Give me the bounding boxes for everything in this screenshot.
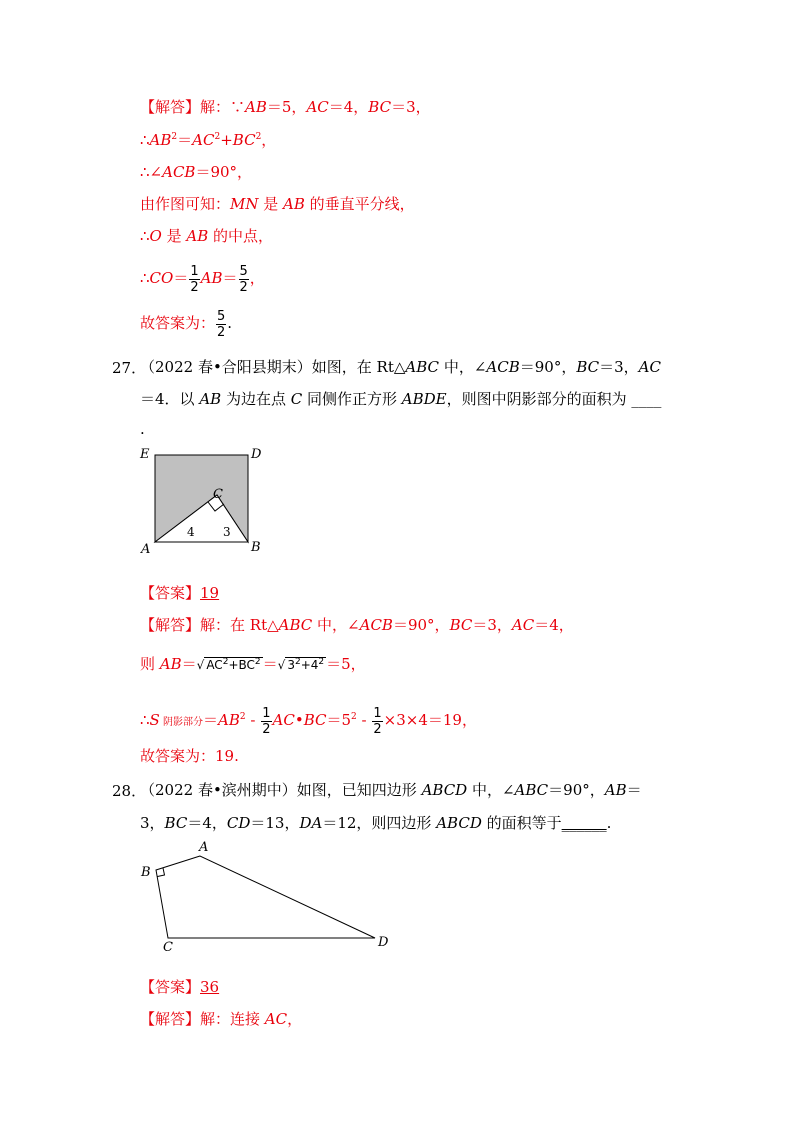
var: ABC: [514, 781, 549, 799]
label-b: B: [251, 540, 261, 555]
text: 为边在点: [221, 390, 291, 408]
text: ＝13，: [250, 814, 300, 832]
q28-solution-line-1: [140, 1009, 302, 1029]
text: 是: [258, 195, 284, 213]
numerator: 1: [262, 705, 271, 721]
label-e: E: [140, 447, 150, 462]
exp: 2: [171, 132, 178, 142]
var: AB: [218, 711, 240, 729]
q27-text-line-3: .: [140, 420, 145, 438]
text: +4: [300, 658, 319, 672]
var: CO: [149, 269, 174, 287]
var: AB: [149, 131, 172, 149]
text: （2022 春•合阳县期末）如图，在 Rt△: [140, 358, 406, 376]
q27-solution-line-3: [140, 703, 477, 740]
numerator: 1: [190, 263, 199, 279]
exp: 2: [239, 712, 246, 722]
question-number-27: 27．: [112, 359, 147, 377]
text: ＝4，: [534, 616, 574, 634]
text: ＝3，: [391, 98, 431, 116]
text: ，则图中阴影部分的面积为 ____: [446, 390, 662, 408]
numerator: 5: [239, 263, 248, 279]
exp: 2: [318, 657, 325, 667]
var: ACB: [162, 163, 196, 181]
var: ABC: [278, 616, 313, 634]
text: 是: [161, 227, 187, 245]
var: AC: [272, 711, 295, 729]
label-b: B: [141, 865, 151, 880]
subscript: 阴影部分: [159, 717, 204, 728]
solution-line-3: [140, 162, 252, 182]
text: ＝12，则四边形: [322, 814, 437, 832]
text: 同侧作正方形: [302, 390, 402, 408]
label-c: C: [163, 940, 173, 953]
solution-line-7: [140, 307, 232, 340]
text: ∴: [140, 131, 150, 149]
q28-figure: [135, 838, 395, 953]
var: ABCD: [421, 781, 468, 799]
numerator: 1: [373, 705, 382, 721]
var: AB: [245, 98, 267, 116]
solution-tag: 【解答】: [140, 1010, 201, 1028]
denominator: 2: [262, 721, 271, 737]
var: AC: [511, 616, 535, 634]
text: ，: [249, 269, 265, 287]
text: 3: [287, 658, 295, 672]
label-a: A: [199, 840, 209, 855]
text: ＝5，: [326, 655, 366, 673]
text: ＝5，: [266, 98, 307, 116]
text: ＝: [626, 781, 642, 799]
var: BC: [303, 711, 327, 729]
var: C: [290, 390, 303, 408]
denominator: 2: [239, 279, 248, 295]
text: ＝3，: [599, 358, 639, 376]
numerator: 5: [217, 308, 226, 324]
text: +: [220, 131, 233, 149]
text: ∴: [140, 269, 150, 287]
var: ACB: [486, 358, 520, 376]
var: AC: [306, 98, 329, 116]
text: +BC: [228, 658, 255, 672]
var: BC: [232, 131, 256, 149]
var: AC: [264, 1010, 288, 1028]
var: S: [149, 711, 160, 729]
q27-figure: [135, 442, 270, 557]
text: ＝4，: [187, 814, 227, 832]
var: ACB: [359, 616, 393, 634]
solution-tag: 【解答】: [140, 616, 201, 634]
text: 的垂直平分线，: [304, 195, 415, 213]
var: DA: [299, 814, 323, 832]
text: ＝90°，: [548, 781, 605, 799]
exp: 2: [294, 657, 301, 667]
exp: 2: [351, 712, 357, 722]
var: CD: [226, 814, 251, 832]
text: 3，: [140, 814, 165, 832]
text: 解：在 Rt△: [200, 616, 279, 634]
var: AC: [638, 358, 661, 376]
text: 故答案为：: [140, 314, 216, 332]
label-d: D: [378, 935, 389, 950]
text: 解：∵: [200, 98, 246, 116]
var: AB: [186, 227, 209, 245]
sqrt-expression: √ $3^2+4^2$: [277, 657, 325, 672]
text: 则: [140, 655, 160, 673]
var: ABDE: [401, 390, 447, 408]
text: ＝90°，: [392, 616, 450, 634]
text: ＝4．以: [140, 390, 200, 408]
text: •: [294, 711, 304, 729]
denominator: 2: [190, 279, 199, 295]
text: ∴: [140, 711, 150, 729]
text: ，: [261, 131, 277, 149]
text: ＝4，: [328, 98, 369, 116]
text: ＝: [173, 269, 189, 287]
var: ABC: [405, 358, 440, 376]
fraction: [372, 706, 382, 737]
exp: 2: [222, 657, 229, 667]
label-d: D: [251, 447, 262, 462]
exp: 2: [254, 657, 261, 667]
solution-line-4: [140, 194, 415, 214]
text: 中，∠: [439, 358, 487, 376]
text: -: [356, 711, 372, 729]
text: 的面积等于: [481, 814, 562, 832]
label-c: C: [213, 487, 223, 502]
exp: 2: [214, 132, 221, 142]
fraction: [189, 264, 199, 295]
answer-value: 19: [200, 584, 220, 602]
text: .: [606, 814, 612, 832]
text: ＝90°，: [519, 358, 577, 376]
denominator: 2: [217, 324, 226, 340]
var: AC: [192, 131, 215, 149]
solution-line-6: [140, 262, 265, 295]
period: .: [227, 314, 233, 332]
q27-solution-line-2: [140, 654, 366, 675]
question-number-28: 28．: [112, 782, 147, 800]
side-length-3: 3: [223, 525, 231, 539]
label-a: A: [141, 542, 151, 557]
text: ＝: [203, 711, 219, 729]
text: ＝3，: [472, 616, 512, 634]
text: 解：连接: [200, 1010, 265, 1028]
q28-text-line-1: [140, 780, 642, 800]
solution-tag: 【解答】: [140, 98, 201, 116]
q27-text-line-2: [140, 389, 661, 409]
fraction: [239, 264, 249, 295]
text: ＝: [177, 131, 193, 149]
quadrilateral-abcd: [156, 856, 375, 938]
fraction: [261, 706, 271, 737]
answer-value: 36: [200, 978, 220, 996]
var: BC: [576, 358, 600, 376]
text: AC: [206, 658, 223, 672]
var: O: [149, 227, 162, 245]
text: ＝: [262, 655, 278, 673]
solution-line-2: [140, 130, 276, 150]
var: BC: [368, 98, 392, 116]
text: 由作图可知：: [140, 195, 231, 213]
text: 中，∠: [312, 616, 360, 634]
blank: ______: [561, 814, 607, 832]
q27-answer: [140, 583, 219, 603]
solution-line-1: [140, 97, 431, 117]
var: ABCD: [436, 814, 482, 832]
text: 的中点，: [208, 227, 274, 245]
exp: 2: [255, 132, 262, 142]
q28-answer: [140, 977, 219, 997]
var: AB: [159, 655, 182, 673]
text: ∴: [140, 227, 150, 245]
var: AB: [200, 269, 223, 287]
q27-solution-line-1: [140, 615, 574, 635]
answer-tag: 【答案】: [140, 978, 201, 996]
text: ＝5: [326, 711, 352, 729]
var: AB: [199, 390, 222, 408]
answer-tag: 【答案】: [140, 584, 201, 602]
solution-line-5: [140, 226, 273, 246]
side-length-4: 4: [187, 525, 195, 539]
text: ，: [287, 1010, 303, 1028]
fraction: [216, 309, 226, 340]
q28-text-line-2: [140, 813, 611, 833]
denominator: 2: [373, 721, 382, 737]
text: ＝: [222, 269, 238, 287]
q27-solution-line-4: 故答案为：19.: [140, 747, 239, 765]
sqrt-expression: √ $AC^2+BC^2$: [196, 657, 261, 672]
var: MN: [230, 195, 259, 213]
q27-text-line-1: [140, 357, 661, 377]
var: AB: [283, 195, 305, 213]
var: BC: [164, 814, 188, 832]
text: （2022 春•滨州期中）如图，已知四边形: [140, 781, 422, 799]
text: ∴∠: [140, 163, 163, 181]
var: BC: [449, 616, 473, 634]
text: ＝90°，: [195, 163, 253, 181]
var: AB: [604, 781, 627, 799]
text: -: [245, 711, 261, 729]
text: 中，∠: [467, 781, 515, 799]
text: ＝: [181, 655, 197, 673]
text: ×3×4＝19，: [383, 711, 477, 729]
